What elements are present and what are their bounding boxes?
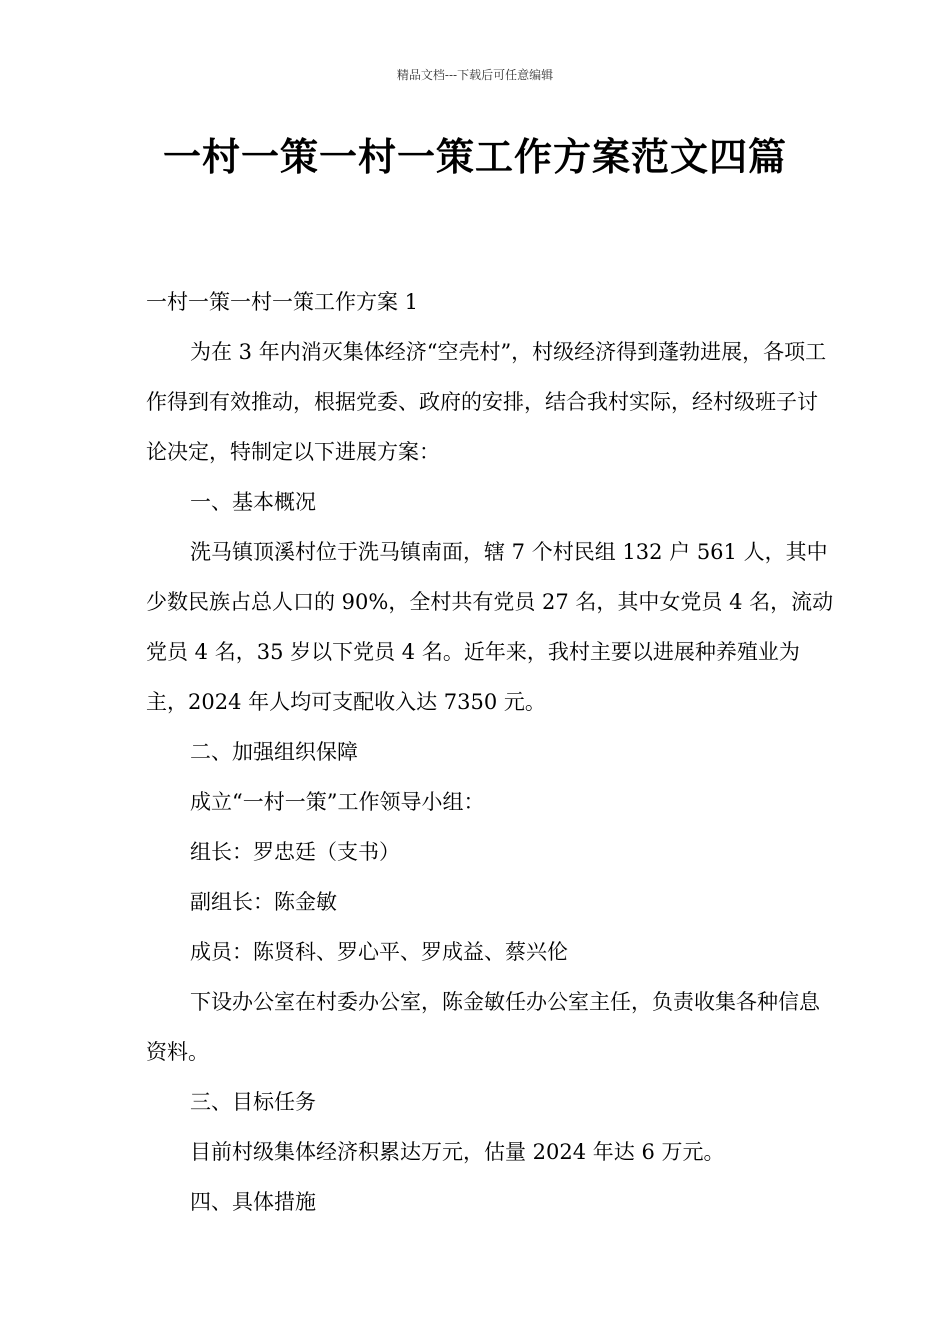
- heading-organization: 二、加强组织保障: [190, 740, 358, 764]
- office-paragraph: 下设办公室在村委办公室，陈金敏任办公室主任，负责收集各种信息资料。: [146, 990, 820, 1064]
- group-intro-paragraph: 成立“一村一策”工作领导小组：: [190, 790, 485, 814]
- heading-targets: 三、目标任务: [190, 1090, 316, 1114]
- overview-paragraph: 洗马镇顶溪村位于洗马镇南面，辖 7 个村民组 132 户 561 人，其中少数民族占总人口的 90%，全村共有党员 27 名，其中女党员 4 名，流动党员 4 名，35 岁以下党员 4 名。近年来，我村主要以进展种养殖业为主，2024 年人均可支配收入达 7350 元。: [146, 540, 834, 714]
- leader-line: 组长：罗忠廷（支书）: [190, 840, 400, 864]
- document-body: [146, 277, 836, 1227]
- target-paragraph: 目前村级集体经济积累达万元，估量 2024 年达 6 万元。: [190, 1140, 725, 1164]
- heading-measures: 四、具体措施: [190, 1190, 316, 1214]
- members-line: 成员：陈贤科、罗心平、罗成益、蔡兴伦: [190, 940, 568, 964]
- header-note: 精品文档---下载后可任意编辑: [396, 68, 554, 82]
- intro-paragraph: 为在 3 年内消灭集体经济“空壳村”，村级经济得到蓬勃进展，各项工作得到有效推动，根据党委、政府的安排，结合我村实际，经村级班子讨论决定，特制定以下进展方案：: [146, 340, 827, 464]
- heading-basic-overview: 一、基本概况: [190, 490, 316, 514]
- document-title: 一村一策一村一策工作方案范文四篇: [162, 135, 787, 179]
- section-heading: 一村一策一村一策工作方案 1: [146, 290, 419, 314]
- deputy-line: 副组长：陈金敏: [190, 890, 337, 914]
